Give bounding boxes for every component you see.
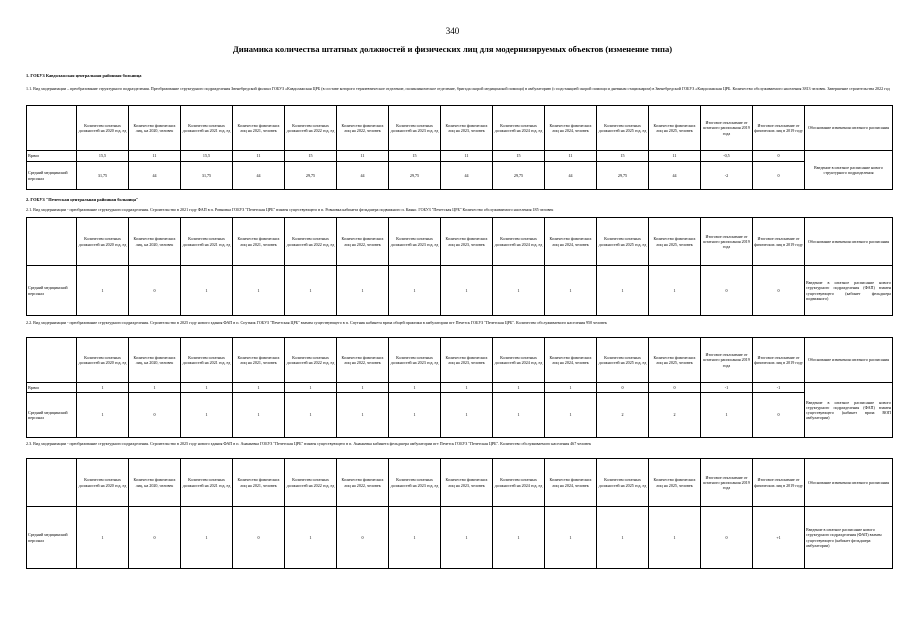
table-cell: 1 bbox=[649, 507, 701, 569]
table-header-cell: Количество физических лиц на 2021, человек bbox=[233, 218, 285, 266]
table-cell: 1 bbox=[649, 266, 701, 316]
table-cell: -0,5 bbox=[701, 151, 753, 162]
table-cell: 44 bbox=[649, 162, 701, 190]
table-header-cell: Количество физических лиц на 2021, человек bbox=[233, 106, 285, 151]
table-cell: 1 bbox=[337, 266, 389, 316]
table-cell: 44 bbox=[545, 162, 597, 190]
table-cell: 15 bbox=[389, 151, 441, 162]
table-header-cell: Количество физических лиц на 2022, человек bbox=[337, 106, 389, 151]
table-cell: 1 bbox=[181, 383, 233, 393]
table-cell: 29,75 bbox=[597, 162, 649, 190]
table-cell: 15,5 bbox=[77, 151, 129, 162]
table-cell: 29,75 bbox=[493, 162, 545, 190]
table-cell: 11 bbox=[337, 151, 389, 162]
table-cell: 1 bbox=[493, 393, 545, 438]
table-cell: 0 bbox=[233, 507, 285, 569]
table-header-cell bbox=[27, 338, 77, 383]
table-cell: 1 bbox=[389, 383, 441, 393]
block-description: 2.3. Вид модернизации - преобразование структурного подразделения. Строительство в 2025 году нового здания ФАП в п. Ананьевка ГОБУЗ "Печетская ЦРБ" взамен существующего в п. Ананьевка кабинета фельдшера амбулатории пгт Печетск ГОБУЗ "Печетская ЦРБ". Количество обслуживаемого населения 467 человек bbox=[26, 441, 591, 446]
table-cell: 1 bbox=[285, 393, 337, 438]
table-header-cell: Количество штатных должностей на 2025 год, ед bbox=[597, 218, 649, 266]
staffing-table bbox=[26, 337, 893, 438]
table-cell: 29,75 bbox=[389, 162, 441, 190]
staffing-table bbox=[26, 105, 893, 190]
table-header-row bbox=[27, 459, 893, 507]
table-header-cell: Количество физических лиц на 2023, человек bbox=[441, 459, 493, 507]
table-header-cell: Количество физических лиц на 2023, человек bbox=[441, 106, 493, 151]
row-label: Средний медицинский персонал bbox=[27, 266, 77, 316]
table-header-cell: Обоснование изменения штатного расписания bbox=[805, 218, 893, 266]
table-cell: 1 bbox=[441, 507, 493, 569]
table-header-cell: Количество штатных должностей на 2020 год, ед bbox=[77, 338, 129, 383]
table-header-cell: Итоговое отклонение от штатного расписания 2019 года bbox=[701, 218, 753, 266]
table-cell: 1 bbox=[129, 383, 181, 393]
table-header-cell: Количество физических лиц на 2025, человек bbox=[649, 338, 701, 383]
table-row bbox=[27, 266, 893, 316]
table-cell: 0 bbox=[701, 266, 753, 316]
table-header-cell: Количество штатных должностей на 2023 год, ед bbox=[389, 459, 441, 507]
table-header-cell: Итоговое отклонение от физических лиц в 2019 году bbox=[753, 338, 805, 383]
table-cell: 11 bbox=[649, 151, 701, 162]
table-header-cell: Количество штатных должностей на 2022 год, ед bbox=[285, 338, 337, 383]
table-cell: 1 bbox=[77, 393, 129, 438]
table-header-cell: Количество штатных должностей на 2025 год, ед bbox=[597, 338, 649, 383]
row-label: Средний медицинский персонал bbox=[27, 393, 77, 438]
block-description: 2.2. Вид модернизации - преобразование структурного подразделения. Строительство в 2025 году нового здания ФАП в п. Спутник ГОБУЗ "Печетская ЦРБ" взамен существующего в п. Спутник кабинета врача общей практики в амбулатории пгт Печетск ГОБУЗ "Печетская ЦРБ". Количество обслуживаемого населения 950 человек bbox=[26, 320, 607, 325]
table-cell: 0 bbox=[597, 383, 649, 393]
table-cell: 1 bbox=[337, 393, 389, 438]
table-row bbox=[27, 393, 893, 438]
table-header-cell bbox=[27, 218, 77, 266]
table-header-cell: Итоговое отклонение от физических лиц в 2019 году bbox=[753, 106, 805, 151]
table-header-cell: Количество физических лиц, на 2020, человек bbox=[129, 106, 181, 151]
table-cell: 29,75 bbox=[285, 162, 337, 190]
table-cell: 0 bbox=[129, 507, 181, 569]
table-cell: 1 bbox=[441, 266, 493, 316]
table-cell: 1 bbox=[233, 393, 285, 438]
table-cell: 1 bbox=[77, 383, 129, 393]
table-cell: 11 bbox=[545, 151, 597, 162]
table-header-cell: Количество штатных должностей на 2025 год, ед bbox=[597, 106, 649, 151]
table-cell: 0 bbox=[753, 266, 805, 316]
table-header-cell: Количество физических лиц, на 2020, человек bbox=[129, 459, 181, 507]
page-number: 340 bbox=[445, 26, 460, 36]
table-cell: 1 bbox=[285, 383, 337, 393]
table-header-cell: Количество физических лиц на 2022, человек bbox=[337, 218, 389, 266]
table-cell: 1 bbox=[441, 383, 493, 393]
table-cell: 1 bbox=[389, 507, 441, 569]
table-header-cell: Количество физических лиц на 2024, человек bbox=[545, 338, 597, 383]
table-header-cell: Количество штатных должностей на 2020 год, ед bbox=[77, 218, 129, 266]
table-header-cell: Количество физических лиц на 2021, человек bbox=[233, 338, 285, 383]
table-cell: 44 bbox=[337, 162, 389, 190]
staffing-table bbox=[26, 458, 893, 569]
table-cell: +1 bbox=[753, 507, 805, 569]
table-cell: 11 bbox=[441, 151, 493, 162]
table-cell: 1 bbox=[493, 507, 545, 569]
table-header-cell: Количество штатных должностей на 2023 год, ед bbox=[389, 338, 441, 383]
section-heading: 2. ГОБУЗ "Печетская центральная районная больница" bbox=[26, 197, 139, 202]
table-cell: 0 bbox=[753, 393, 805, 438]
table-cell: 44 bbox=[441, 162, 493, 190]
table-header-row bbox=[27, 338, 893, 383]
table-header-cell: Количество штатных должностей на 2022 год, ед bbox=[285, 106, 337, 151]
table-cell: 15 bbox=[597, 151, 649, 162]
table-header-cell: Количество штатных должностей на 2023 год, ед bbox=[389, 218, 441, 266]
table-cell: 0 bbox=[649, 383, 701, 393]
table-header-cell: Количество штатных должностей на 2024 год, ед bbox=[493, 106, 545, 151]
table-header-cell: Количество штатных должностей на 2025 год, ед bbox=[597, 459, 649, 507]
table-header-cell: Итоговое отклонение от штатного расписания 2019 года bbox=[701, 338, 753, 383]
table-cell: 11 bbox=[129, 151, 181, 162]
block-description: 1.1. Вид модернизации – преобразование структурного подразделения. Преобразование структурного подразделения Звенебредской филиал ГОБУЗ «Кавдолажская ЦРБ (в составе которого терапевтическое отделение, поликлиническое отделение, бригада скорой медицинской помощи) в амбулаторию (с подстанцией скорой помощи и дневным стационаром) в Звенебредской ГОБУЗ «Кавдолажская ЦРБ. Количество обслуживаемого населения 3813 человек. Завершение строительства 2022 год bbox=[26, 86, 890, 91]
table-header-cell: Количество штатных должностей на 2024 год, ед bbox=[493, 338, 545, 383]
table-cell: 1 bbox=[389, 266, 441, 316]
table-cell: 1 bbox=[493, 383, 545, 393]
table-cell: 15 bbox=[493, 151, 545, 162]
table-cell: 1 bbox=[389, 393, 441, 438]
table-header-cell: Количество штатных должностей на 2021 год, ед bbox=[181, 106, 233, 151]
table-cell: -1 bbox=[753, 383, 805, 393]
table-header-cell: Количество штатных должностей на 2024 год, ед bbox=[493, 459, 545, 507]
table-row bbox=[27, 507, 893, 569]
row-label: Врачи bbox=[27, 383, 77, 393]
row-label: Средний медицинский персонал bbox=[27, 162, 77, 190]
table-cell: 1 bbox=[285, 507, 337, 569]
table-header-cell: Количество физических лиц на 2024, человек bbox=[545, 106, 597, 151]
table-header-cell: Количество физических лиц на 2022, человек bbox=[337, 338, 389, 383]
table-cell: 1 bbox=[181, 507, 233, 569]
table-cell: 15 bbox=[285, 151, 337, 162]
table-cell: 1 bbox=[233, 383, 285, 393]
table-cell: 1 bbox=[701, 393, 753, 438]
table-cell: 15,5 bbox=[181, 151, 233, 162]
row-label: Средний медицинский персонал bbox=[27, 507, 77, 569]
table-cell: 1 bbox=[545, 383, 597, 393]
table-header-cell: Количество штатных должностей на 2020 год, ед bbox=[77, 459, 129, 507]
table-header-cell: Количество физических лиц на 2022, человек bbox=[337, 459, 389, 507]
staffing-table bbox=[26, 217, 893, 316]
table-row bbox=[27, 383, 893, 393]
justification-cell: Введение в штатное расписание нового структурного подразделения (ФАП) взамен существующего (кабинет врача ВОП амбулатории) bbox=[805, 383, 893, 438]
table-cell: 1 bbox=[233, 266, 285, 316]
table-cell: 44 bbox=[129, 162, 181, 190]
table-cell: 1 bbox=[441, 393, 493, 438]
document-title: Динамика количества штатных должностей и физических лиц для модернизируемых объектов (изменение типа) bbox=[232, 44, 673, 54]
table-header-cell: Обоснование изменения штатного расписания bbox=[805, 338, 893, 383]
table-cell: 1 bbox=[77, 266, 129, 316]
table-header-cell: Количество штатных должностей на 2021 год, ед bbox=[181, 459, 233, 507]
table-cell: 31,75 bbox=[181, 162, 233, 190]
table-header-row bbox=[27, 218, 893, 266]
table-header-cell: Количество штатных должностей на 2021 год, ед bbox=[181, 218, 233, 266]
table-cell: 0 bbox=[129, 266, 181, 316]
table-cell: -2 bbox=[701, 162, 753, 190]
table-header-cell: Количество физических лиц на 2024, человек bbox=[545, 459, 597, 507]
table-cell: 1 bbox=[181, 393, 233, 438]
table-header-row bbox=[27, 106, 893, 151]
table-header-cell: Итоговое отклонение от физических лиц в 2019 году bbox=[753, 218, 805, 266]
table-header-cell: Количество штатных должностей на 2024 год, ед bbox=[493, 218, 545, 266]
table-header-cell: Количество штатных должностей на 2022 год, ед bbox=[285, 218, 337, 266]
table-cell: 1 bbox=[181, 266, 233, 316]
table-header-cell bbox=[27, 459, 77, 507]
table-cell: 0 bbox=[337, 507, 389, 569]
table-header-cell: Обоснование изменения штатного расписания bbox=[805, 106, 893, 151]
table-cell: 1 bbox=[597, 266, 649, 316]
table-cell: 44 bbox=[233, 162, 285, 190]
table-cell: 31,75 bbox=[77, 162, 129, 190]
table-header-cell: Количество физических лиц на 2025, человек bbox=[649, 218, 701, 266]
justification-cell: Введение в штатное расписание нового структурного подразделения (ФАП) взамен существующего (кабинет фельдшера амбулатории) bbox=[805, 507, 893, 569]
table-cell: 1 bbox=[285, 266, 337, 316]
table-header-cell: Количество штатных должностей на 2020 год, ед bbox=[77, 106, 129, 151]
table-header-cell: Количество физических лиц на 2025, человек bbox=[649, 106, 701, 151]
table-header-cell: Итоговое отклонение от физических лиц в 2019 году bbox=[753, 459, 805, 507]
table-header-cell: Количество физических лиц, на 2020, человек bbox=[129, 338, 181, 383]
table-header-cell: Количество физических лиц на 2021, человек bbox=[233, 459, 285, 507]
table-cell: 0 bbox=[753, 162, 805, 190]
table-cell: 2 bbox=[649, 393, 701, 438]
table-row bbox=[27, 151, 893, 162]
table-header-cell: Количество физических лиц на 2023, человек bbox=[441, 218, 493, 266]
table-cell: 1 bbox=[545, 507, 597, 569]
table-cell: -1 bbox=[701, 383, 753, 393]
justification-cell: Введение в штатное расписание нового структурного подразделения bbox=[805, 151, 893, 190]
table-header-cell: Обоснование изменения штатного расписания bbox=[805, 459, 893, 507]
table-header-cell: Количество физических лиц, на 2020, человек bbox=[129, 218, 181, 266]
table-header-cell: Количество штатных должностей на 2022 год, ед bbox=[285, 459, 337, 507]
table-cell: 1 bbox=[597, 507, 649, 569]
table-header-cell: Количество штатных должностей на 2021 год, ед bbox=[181, 338, 233, 383]
table-header-cell: Количество физических лиц на 2025, человек bbox=[649, 459, 701, 507]
table-cell: 2 bbox=[597, 393, 649, 438]
table-cell: 0 bbox=[701, 507, 753, 569]
table-cell: 1 bbox=[77, 507, 129, 569]
table-row bbox=[27, 162, 893, 190]
table-header-cell: Итоговое отклонение от штатного расписания 2019 года bbox=[701, 459, 753, 507]
table-cell: 11 bbox=[233, 151, 285, 162]
table-cell: 0 bbox=[129, 393, 181, 438]
table-cell: 1 bbox=[337, 383, 389, 393]
table-cell: 1 bbox=[545, 266, 597, 316]
table-header-cell: Количество физических лиц на 2024, человек bbox=[545, 218, 597, 266]
table-header-cell: Количество штатных должностей на 2023 год, ед bbox=[389, 106, 441, 151]
row-label: Врачи bbox=[27, 151, 77, 162]
block-description: 2.1. Вид модернизации - преобразование структурного подразделения. Строительство в 2021 году ФАП в п. Ровновка ГОБУЗ "Печетская ЦРБ" взамен существующего в п. Ровновка кабинета фельдшера подвижного п. Каяно. ГОБУЗ "Печетская ЦРБ" Количество обслуживаемого населения 185 человек bbox=[26, 207, 554, 212]
table-header-cell bbox=[27, 106, 77, 151]
justification-cell: Введение в штатное расписание нового структурного подразделения (ФАП) взамен существующего (кабинет фельдшера подвижного) bbox=[805, 266, 893, 316]
table-cell: 0 bbox=[753, 151, 805, 162]
table-header-cell: Количество физических лиц на 2023, человек bbox=[441, 338, 493, 383]
section-heading: 1. ГОБУЗ Кавдолажская центральная районная больница bbox=[26, 73, 142, 78]
table-cell: 1 bbox=[493, 266, 545, 316]
table-header-cell: Итоговое отклонение от штатного расписания 2019 года bbox=[701, 106, 753, 151]
table-cell: 1 bbox=[545, 393, 597, 438]
